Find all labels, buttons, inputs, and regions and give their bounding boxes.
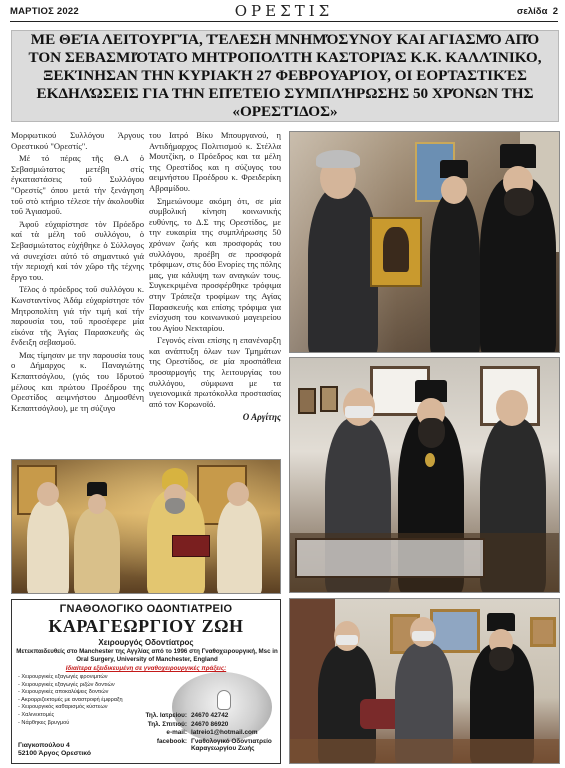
ad-contacts — [137, 712, 279, 753]
ad-contact-row: Τηλ. Ιατρείου: 24670 42742 — [145, 712, 229, 719]
article-paragraph: Σημειώνουμε ακόμη ότι, σε μία συμβολική κίνηση κοινωνικής ευθύνης, το Δ.Σ της Ορεστίδος, με την ευκαιρία της συμπλήρωσης 50 χρόνων ζωής και προσφοράς του συλλόγου, προέβη σε προσφορά τρόφιμων, στις δύο Ενορίες της πόλης μας, για κάλυψη των αναγκών τους. Συγκεκριμένα προσφέρθηκε τρόφιμα στην Τράπεζα τροφίμων της Αγίας Παρασκευής και επίσης τρόφιμα για ενίσχυση του κοινωνικού μαγειρείου του Αγίου Νεκταρίου. — [149, 195, 281, 333]
ad-service-item: - Χειρουργικές εξαγωγές φρονιμιτών — [18, 674, 108, 680]
newspaper-masthead: ΟΡΕΣΤΙΣ — [234, 2, 334, 20]
article-column-1 — [11, 130, 144, 455]
page-number-value: 2 — [552, 6, 558, 17]
article-paragraph: Μορφωτικού Συλλόγου Άργους Ορεστικού "Ορεστίς". — [11, 130, 144, 151]
dental-clinic-advertisement — [11, 599, 281, 764]
ad-contact-row: facebook: Γναθολογικό Οδοντιατρείο Καραγεωργίου Ζωής — [156, 737, 272, 753]
ad-service-item: - Νάρθηκες βρυγμού — [18, 719, 70, 726]
article-paragraph: Μας τίμησαν με την παρουσία τους ο Δήμαρχος κ. Παναγιώτης Κεπαπτσόγλου, (γιός του Ιδρυτού μέλους και πρώτου Προέδρου της Ορεστίδος αειμνήστου Δημοσθένη Κεπαπτσόγλου), με τη σύζυγο — [11, 349, 144, 413]
ad-title: ΓΝΑΘΟΛΟΓΙΚΟ ΟΔΟΝΤΙΑΤΡΕΙΟ — [59, 603, 233, 615]
ad-contact-row: e-mail: latreio1@hotmail.com — [166, 729, 258, 737]
page-header — [10, 4, 558, 22]
ad-role: Χειρουργός Οδοντίατρος — [98, 638, 194, 647]
photo-icon-presentation — [289, 131, 560, 353]
headline-box — [11, 30, 559, 122]
article-signature: Ο Αργίτης — [242, 412, 281, 423]
page-label: σελίδα — [516, 6, 548, 17]
ad-services-title: Ιδιαίτερα εξειδικευμένη σε γναθοχειρουργικές πράξεις: — [65, 665, 227, 672]
article-paragraph: Ἀφοῦ εὐχαρίστησε τὸν Πρόεδρο καί τὰ μέλη τοῦ συλλόγου, ὁ Σεβασμιώτατος εὐχήθηκε ὁ Σύλλογος νά συνεχίσει αὐτό τό σημαντικό γιά τήν περιοχή καί τόν χῶρο τῆς τέχνης ἔργο του. — [11, 218, 144, 282]
article-headline: ΜΕ ΘΕΊΑ ΛΕΙΤΟΥΡΓΊΑ, ΤΈΛΕΣΗ ΜΝΗΜΌΣΥΝΟΥ ΚΑΙ ΑΓΙΑΣΜΌ ΑΠΌ ΤΟΝ ΣΕΒΑΣΜΙΌΤΑΤΟ ΜΗΤΡΟΠΟΛΊΤΗ ΚΑΣΤΟΡΙΆΣ Κ.Κ. ΚΑΛΛΊΝΙΚΟ, ΞΕΚΊΝΗΣΑΝ ΤΗΝ ΚΥΡΙΑΚΉ 27 ΦΕΒΡΟΥΑΡΊΟΥ, ΟΙ ΕΟΡΤΑΣΤΙΚΈΣ ΕΚΔΗΛΏΣΕΙΣ ΓΙΑ ΤΗΝ ΕΠΈΤΕΙΟ ΣΥΜΠΛΉΡΩΣΗΣ 50 ΧΡΌΝΩΝ ΤΗΣ «ΟΡΕΣΤΊΔΟΣ» — [28, 31, 542, 120]
ad-address-line: 52100 Άργος Ορεστικό — [18, 750, 92, 758]
ad-service-item: - Χειρουργικός καθαρισμός κύστεων — [18, 704, 108, 711]
photo-group-hall — [289, 357, 560, 593]
ad-service-item: - Χειρουργικές εξαγωγές ριζών δοντιών — [18, 681, 115, 688]
ad-postgrad-info: Μετεκπαιδευθείς στο Manchester της Αγγλίας από το 1996 στη Γναθοχειρουργική, Msc in Oral Surgery, University of Manchester, England — [16, 648, 278, 663]
ad-contact-row: Τηλ. Σπιτιού: 24670 86920 — [147, 720, 229, 728]
ad-service-item: - Ακρορριζεκτομές με αναστροφή έμφραξη — [18, 696, 123, 703]
ad-address-line: Γιαγκοπούλου 4 — [18, 742, 70, 749]
article-paragraph: Τέλος ὁ πρόεδρος τοῦ συλλόγου κ. Κωνσταντίνος Ἀδάμ εὐχαρίστησε τόν Μητροπολίτη γιά τήν τιμή καί τήν παρουσία του, τοῦ προσέφερε μία εἰκόνα τῆς Ἁγίας Παρασκευῆς ὡς ἔνδειξη σεβασμοῦ. — [11, 284, 144, 348]
ad-address — [18, 742, 91, 759]
photo-divine-liturgy — [11, 459, 281, 594]
ad-services-list — [18, 674, 143, 727]
photo-office-group — [289, 598, 560, 764]
issue-month: ΜΑΡΤΙΟΣ 2022 — [10, 6, 79, 17]
article-column-2 — [149, 130, 281, 455]
page-number — [517, 6, 558, 17]
article-paragraph: του Ιατρό Βίκυ Μπουργανού, η Αντιδήμαρχος Πολιτισμού κ. Στέλλα Μουτζίκη, ο Πρόεδρος και τα μέλη της Ορεστίδος και η σύζυγος του αειμνήστου Προέδρου κ. Φρειδερίκη Αβραμίδου. — [149, 130, 281, 193]
article-paragraph: Μέ τό πέρας τῆς Θ.Λ ὁ Σεβασμιώτατος μετέβη στίς ἐγκαταστάσεις τοῦ Συλλόγου "Ορεστίς" όπου μετά τὴν ξενάγηση τοῦ στὸ κτήριο τέλεσε τὴν ἀκολουθία τοῦ Ἁγιασμοῦ. — [11, 153, 144, 217]
ad-service-item: - Χειρουργικές αποκαλύψεις δοντιών — [18, 689, 109, 696]
ad-dentist-name: ΚΑΡΑΓΕΩΡΓΙΟΥ ΖΩΗ — [48, 616, 244, 636]
article-paragraph: Γεγονός είναι επίσης η επανέναρξη και ανάπτυξη όλων των Τμημάτων της Ορεστίδος, σε μία προσπάθεια προσαρμογής της λειτουργίας του συλλόγου, σύμφωνα με τα υγειονομικά πρωτόκολλα προστασίας από τον Κορωνοϊό. — [149, 335, 281, 409]
ad-service-item: - Χαλινεκτομές — [18, 711, 55, 718]
